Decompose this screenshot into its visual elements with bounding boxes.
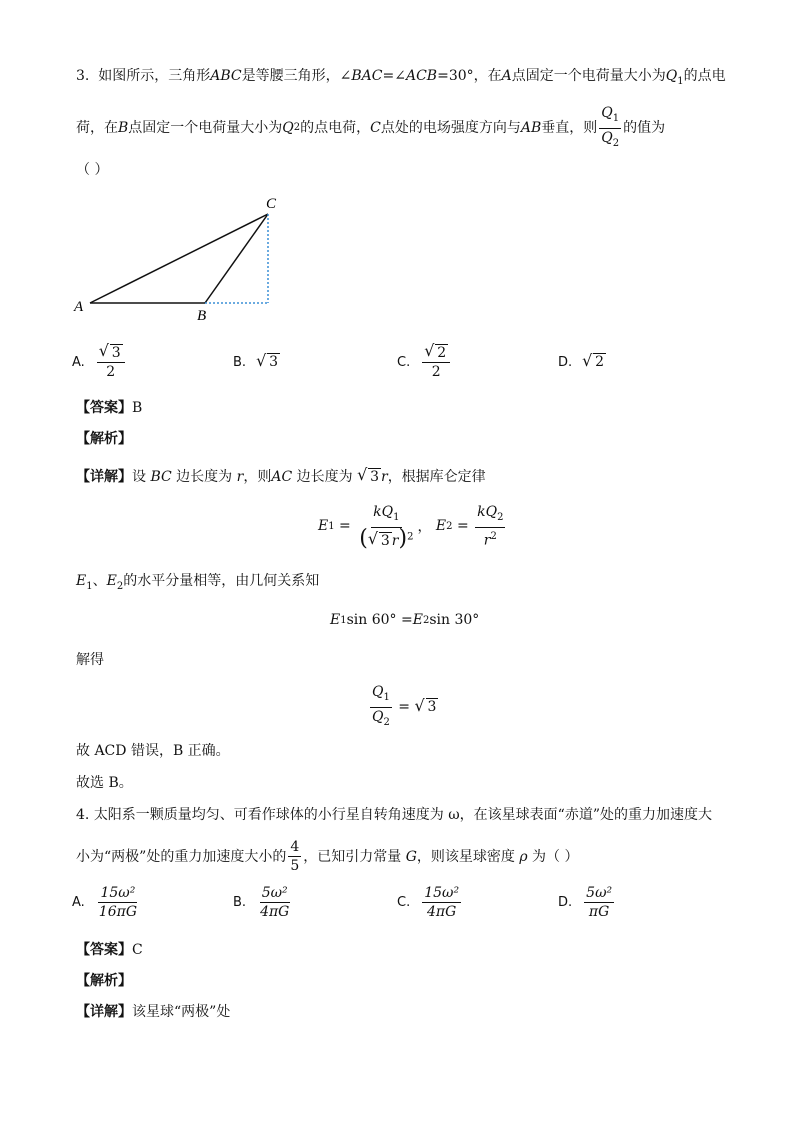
q4-line-1: 4. 太阳系一颗质量均匀、可看作球体的小行星自转角速度为 ω，在该星球表面“赤道”处的重力加速度大	[76, 807, 712, 823]
q3-analysis-label: 【解析】	[76, 431, 132, 447]
q4-option-a[interactable]: A. $\frac{\text{15ω²}}{16\pi G}$	[72, 885, 137, 920]
q4-line-2: 小为“两极”处的重力加速度大小的 $\frac{4}{5}$ ，已知引力常量 G ，则该星球密度 ρ 为（ ）	[76, 839, 579, 874]
q3-detail-line: 【详解】 设 BC 边长度为 r ，则 AC 边长度为 √ 3 r ，根据库仑定律	[76, 467, 486, 487]
q3-answer-blank: （ ）	[76, 162, 109, 178]
label-c: C	[266, 196, 277, 212]
q4-option-d[interactable]: D. $\frac{\text{5ω²}}{\pi G}$	[558, 885, 613, 920]
q1-over-q2-fraction: $\frac{Q_1}{Q_2}$	[601, 105, 620, 149]
q3-option-c[interactable]: C. √ $\frac{2}{2}$	[397, 344, 452, 381]
q3-horizontal-text: $E_1$、$E_2$的水平分量相等，由几何关系知	[76, 573, 320, 592]
coulomb-formula: E 1 = $\frac{kQ_1}{(√ 3 r)^2}$ ， E 2 = $\frac{kQ_2}{r^2}$	[318, 503, 507, 550]
result-formula: $\frac{Q_1}{Q_2}$ = √ 3	[368, 683, 438, 732]
q4-option-c[interactable]: C. $\frac{\text{15ω²}}{4\pi G}$	[397, 885, 460, 920]
segment-ac	[90, 214, 268, 303]
q3-option-d[interactable]: D. √ 2	[558, 353, 606, 371]
q3-option-a[interactable]: A. √ $\frac{3}{2}$	[72, 344, 127, 381]
q3-option-b[interactable]: B. √ 3	[233, 353, 280, 371]
q4-answer: 【答案】C	[76, 942, 143, 958]
q4-detail-line: 【详解】该星球“两极”处	[76, 1004, 231, 1020]
q4-analysis-label: 【解析】	[76, 973, 132, 989]
q3-line-1: 3. 如图所示，三角形ABC是等腰三角形，∠BAC=∠ACB=30°，在A点固定一个电荷量大小为$Q_1$的点电	[76, 68, 726, 87]
q4-option-b[interactable]: B. $\frac{\text{5ω²}}{4\pi G}$	[233, 885, 290, 920]
q3-conclusion-2: 故选 B。	[76, 775, 133, 791]
segment-bc	[205, 214, 268, 303]
triangle-figure	[70, 190, 290, 325]
label-a: A	[74, 299, 84, 315]
balance-equation: E 1 sin 60° = E 2 sin 30°	[330, 612, 480, 628]
q3-line-2: 荷，在 B 点固定一个电荷量大小为 Q 2 的点电荷， C 点处的电场强度方向与 AB 垂直，则 $\frac{Q_1}{Q_2}$ 的值为	[76, 104, 665, 153]
label-b: B	[197, 308, 207, 324]
q3-solve-label: 解得	[76, 652, 104, 668]
q3-conclusion-1: 故 ACD 错误，B 正确。	[76, 743, 230, 759]
q3-answer: 【答案】B	[76, 400, 143, 416]
